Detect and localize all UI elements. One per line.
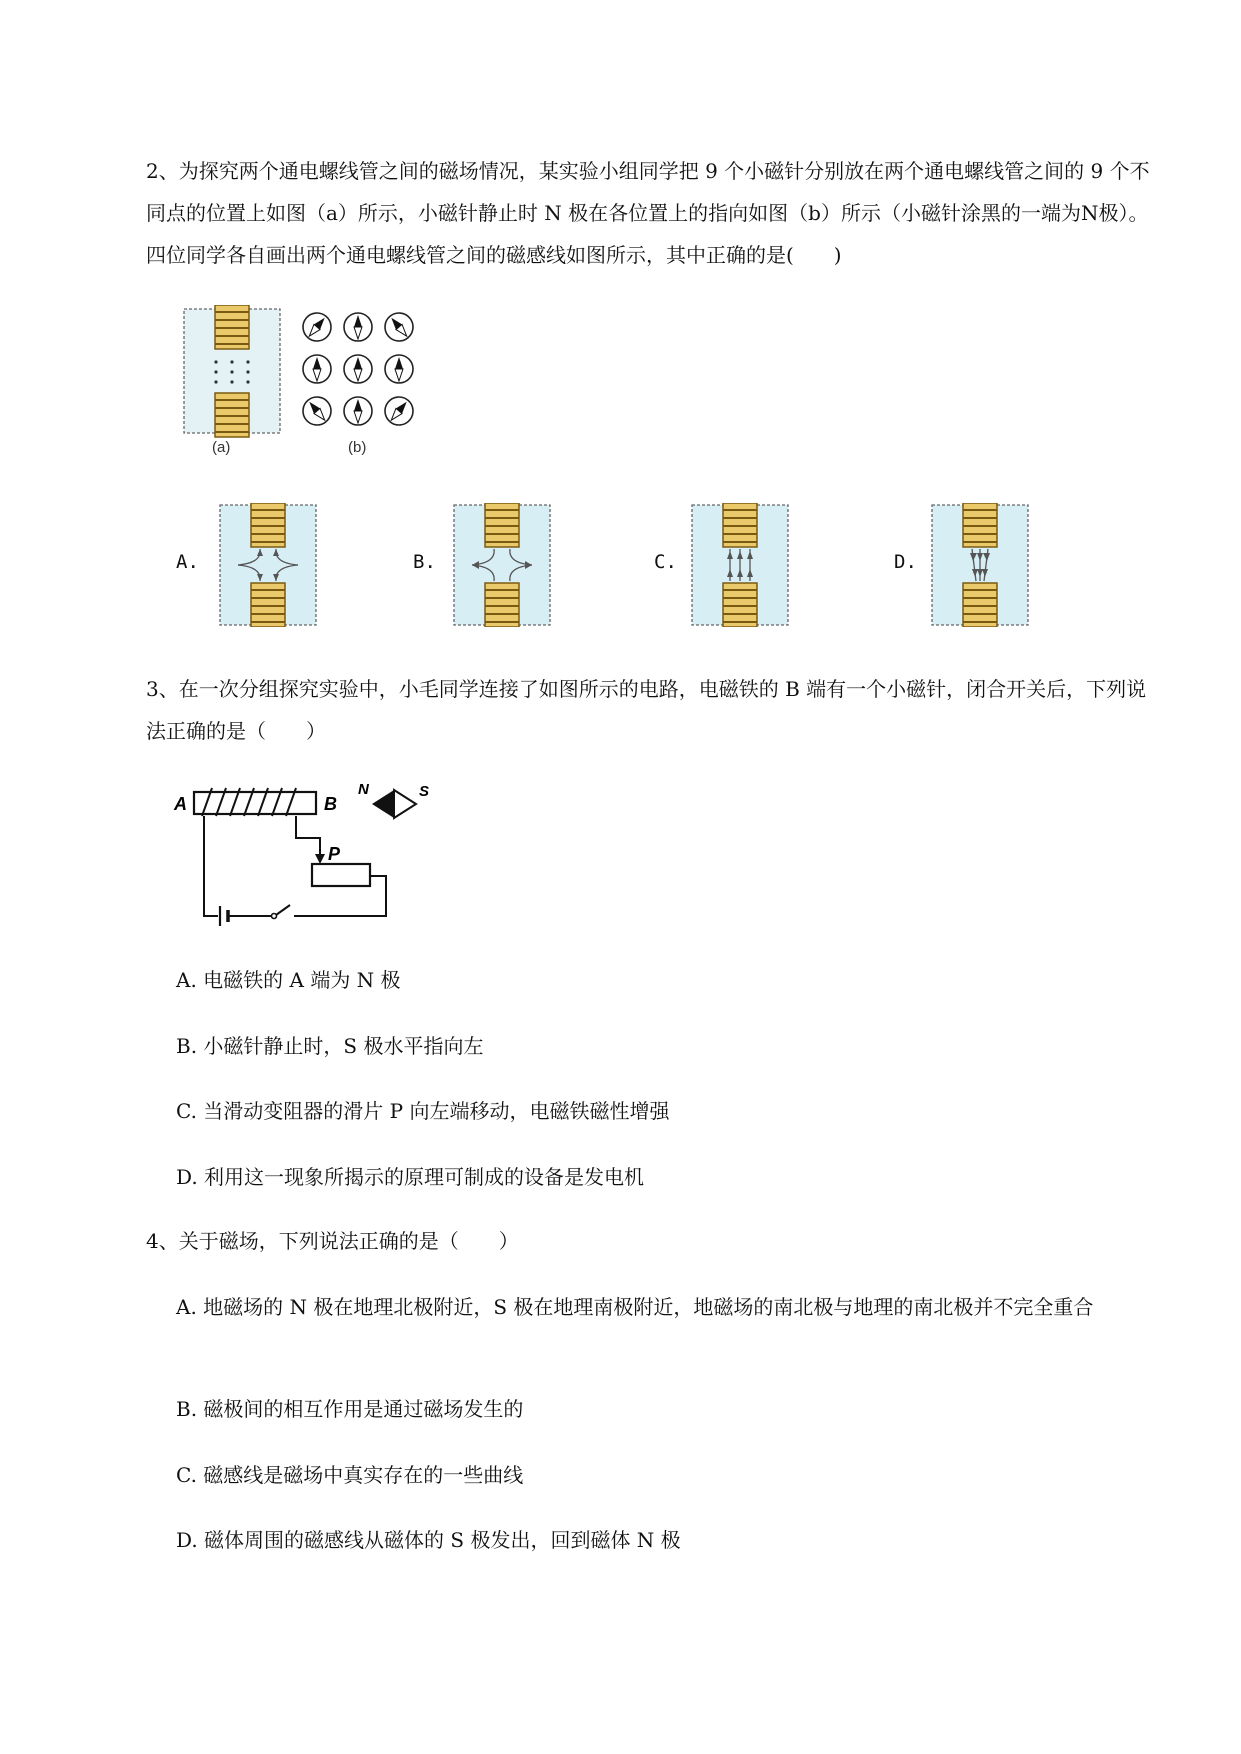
needle-label-s: S [419, 783, 430, 800]
fig-b-label: (b) [348, 439, 367, 455]
q2-option-d-diagram[interactable] [930, 503, 1030, 627]
fig-a-label: (a) [212, 439, 231, 455]
q3-option-a[interactable]: A. 电磁铁的 A 端为 N 极 [176, 968, 401, 992]
q4-option-c[interactable]: C. 磁感线是磁场中真实存在的一些曲线 [176, 1463, 524, 1487]
q3-stem: 3、在一次分组探究实验中，小毛同学连接了如图所示的电路，电磁铁的 B 端有一个小磁针，闭合开关后，下列说法正确的是（ ） [146, 677, 1147, 743]
compass-needle-n [372, 790, 394, 818]
slider-label-p: P [328, 844, 341, 864]
q2-option-d-label[interactable]: D. [894, 551, 917, 573]
q4-option-d[interactable]: D. 磁体周围的磁感线从磁体的 S 极发出，回到磁体 N 极 [176, 1528, 681, 1552]
electromagnet-end-a: A [174, 794, 187, 814]
q2-option-b-label[interactable]: B. [413, 551, 436, 573]
needle-label-n: N [358, 781, 369, 798]
rheostat-slider-arrow [315, 854, 325, 864]
q2-option-c-diagram[interactable] [690, 503, 790, 627]
fig-b-needles [297, 307, 418, 430]
compass-needle-s [394, 790, 416, 818]
q2-figure-ab [180, 305, 440, 455]
q3-option-c[interactable]: C. 当滑动变阻器的滑片 P 向左端移动，电磁铁磁性增强 [176, 1099, 670, 1123]
electromagnet-end-b: B [324, 794, 337, 814]
q3-option-d[interactable]: D. 利用这一现象所揭示的原理可制成的设备是发电机 [176, 1165, 645, 1189]
q4-stem: 4、关于磁场，下列说法正确的是（ ） [146, 1229, 519, 1253]
q3-option-b[interactable]: B. 小磁针静止时，S 极水平指向左 [176, 1034, 484, 1058]
q4-option-a[interactable]: A. 地磁场的 N 极在地理北极附近，S 极在地理南极附近，地磁场的南北极与地理的南北极并不完全重合 [176, 1295, 1094, 1319]
rheostat [312, 864, 370, 886]
electromagnet-core [194, 792, 316, 814]
q2-option-a-label[interactable]: A. [176, 551, 199, 573]
q2-option-c-label[interactable]: C. [654, 551, 677, 573]
q2-option-b-diagram[interactable] [452, 503, 552, 627]
q2-option-a-diagram[interactable] [218, 503, 318, 627]
q4-option-b[interactable]: B. 磁极间的相互作用是通过磁场发生的 [176, 1397, 524, 1421]
q3-circuit-diagram [168, 776, 438, 926]
q2-stem: 2、为探究两个通电螺线管之间的磁场情况，某实验小组同学把 9 个小磁针分别放在两个通电螺线管之间的 9 个不同点的位置上如图（a）所示，小磁针静止时 N 极在各位置上的指向如图（b）所示（小磁针涂黑的一端为N极）。四位同学各自画出两个通电螺线管之间的磁感线如图所示，其中正确的是( ) [146, 159, 1150, 267]
